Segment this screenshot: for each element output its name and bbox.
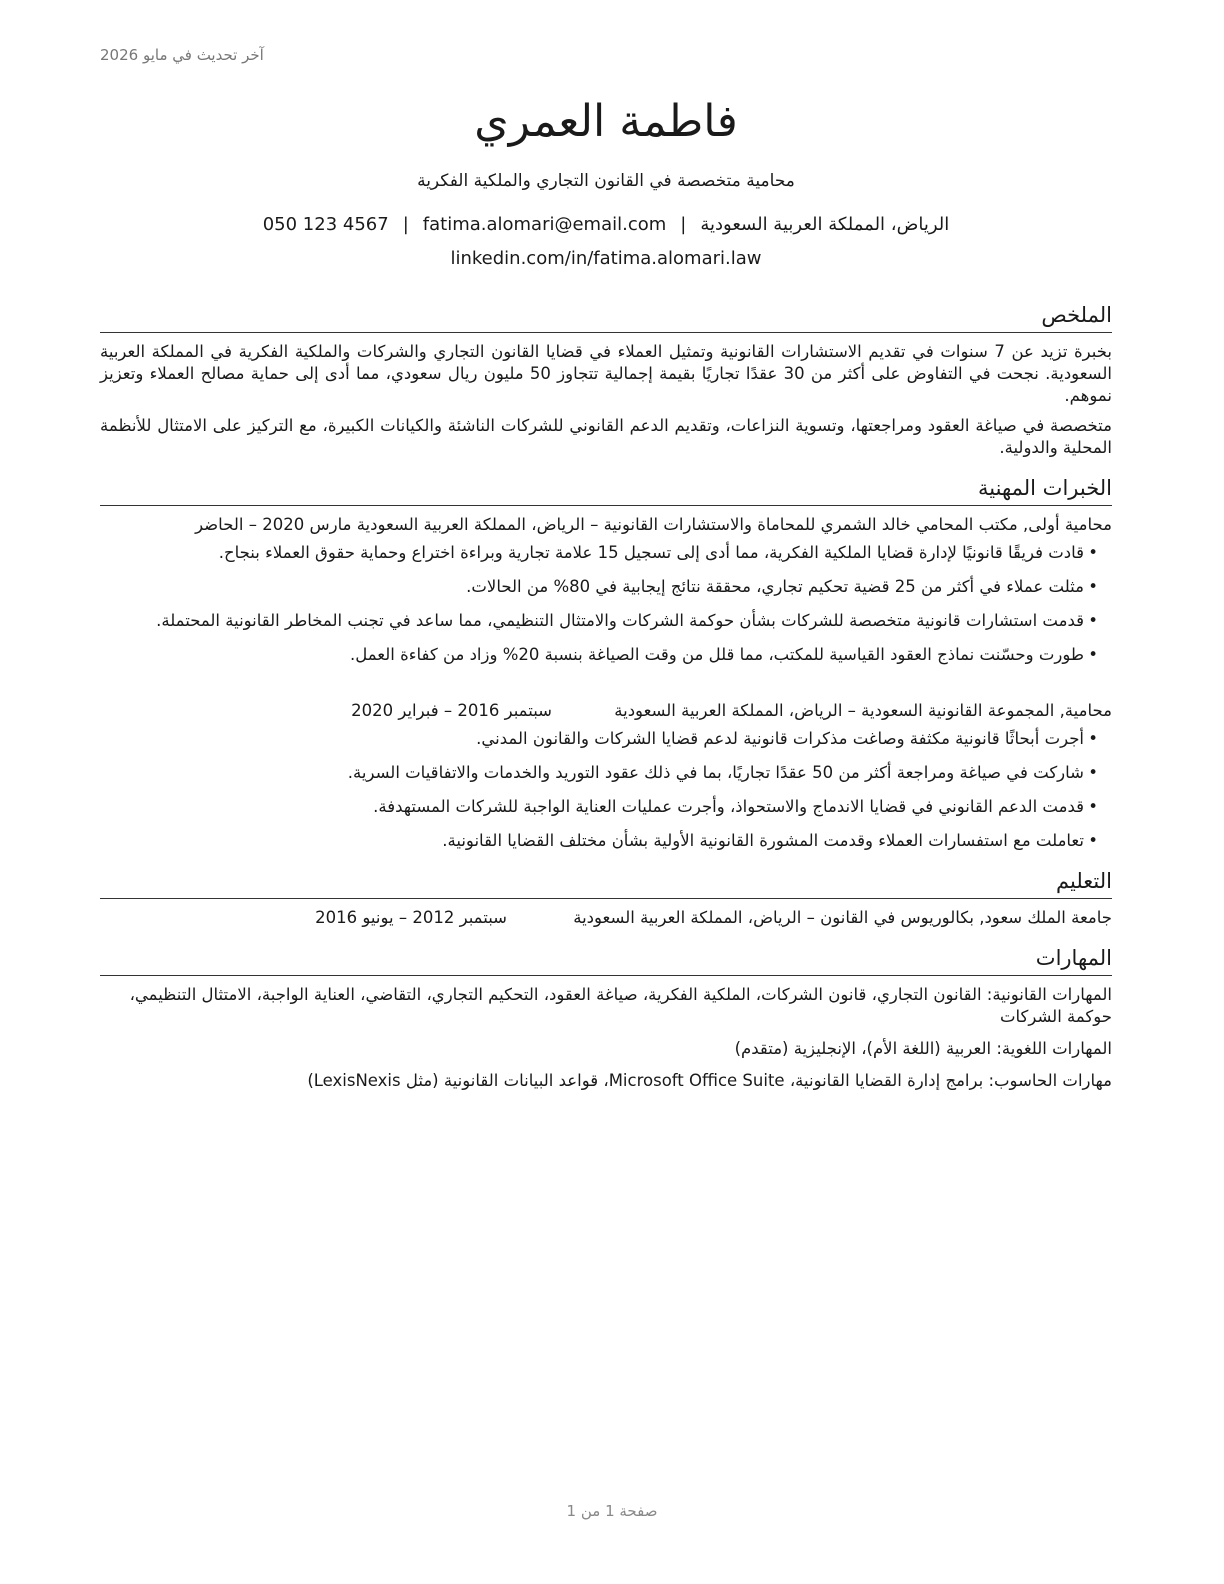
education-school: جامعة الملك سعود, بكالوريوس في القانون – الرياض، المملكة العربية السعودية [573,908,1112,927]
job-role: محامية أولى, مكتب المحامي خالد الشمري للمحاماة والاستشارات القانونية – الرياض، المملكة العربية السعودية مارس 2020 – الحاضر [195,515,1112,534]
list-item: • تعاملت مع استفسارات العملاء وقدمت المشورة القانونية الأولية بشأن مختلف القضايا القانونية. [118,830,1098,852]
candidate-name: فاطمة العمري [474,96,738,147]
skill-line: المهارات اللغوية: العربية (اللغة الأم)، الإنجليزية (متقدم) [734,1039,1112,1058]
section-heading-education: التعليم [100,866,1112,899]
list-item: • مثلت عملاء في أكثر من 25 قضية تحكيم تجاري، محققة نتائج إيجابية في 80% من الحالات. [118,576,1098,598]
job-header [100,700,1112,722]
job-header [100,514,1112,536]
education-dates: سبتمبر 2012 – يونيو 2016 [315,908,507,927]
contact-separator: | [402,214,409,235]
contact-info [100,208,1112,276]
skill-line: المهارات القانونية: القانون التجاري، قانون الشركات، الملكية الفكرية، صياغة العقود، التحكيم التجاري، التقاضي، العناية الواجبة، الامتثال التنظيمي، حوكمة الشركات [129,985,1112,1026]
last-updated-note: آخر تحديث في مايو 2026 [100,46,264,64]
list-item: • طورت وحسّنت نماذج العقود القياسية للمكتب، مما قلل من وقت الصياغة بنسبة 20% وزاد من كفاءة العمل. [118,644,1098,666]
contact-line-1 [100,208,1112,242]
list-item: • قدمت الدعم القانوني في قضايا الاندماج والاستحواذ، وأجرت عمليات العناية الواجبة للشركات المستهدفة. [118,796,1098,818]
contact-location: الرياض، المملكة العربية السعودية [700,214,950,235]
contact-line-2 [100,242,1112,276]
contact-separator: | [680,214,687,235]
job-bullets [118,542,1112,666]
job-role: محامية, المجموعة القانونية السعودية – الرياض، المملكة العربية السعودية [614,701,1112,720]
section-heading-skills: المهارات [100,943,1112,976]
contact-linkedin[interactable]: linkedin.com/in/fatima.alomari.law [450,248,762,269]
list-item: • أجرت أبحاثًا قانونية مكثفة وصاغت مذكرات قانونية لدعم قضايا الشركات والقانون المدني. [118,728,1098,750]
candidate-title: محامية متخصصة في القانون التجاري والملكية الفكرية [417,171,795,191]
resume-page [100,92,1112,1102]
education-entry [100,907,1112,929]
summary-paragraph: متخصصة في صياغة العقود ومراجعتها، وتسوية النزاعات، وتقديم الدعم القانوني للشركات الناشئة والكيانات الكبيرة، مع التركيز على الامتثال للأنظمة المحلية والدولية. [100,416,1112,457]
section-heading-experience: الخبرات المهنية [100,473,1112,506]
section-heading-summary: الملخص [100,300,1112,333]
job-dates: سبتمبر 2016 – فبراير 2020 [351,701,552,720]
job-dates: مارس 2020 – الحاضر [195,515,352,534]
list-item: • قادت فريقًا قانونيًا لإدارة قضايا الملكية الفكرية، مما أدى إلى تسجيل 15 علامة تجارية وبراءة اختراع وحماية حقوق العملاء بنجاح. [118,542,1098,564]
contact-email[interactable]: fatima.alomari@email.com [422,214,667,235]
contact-phone: 050 123 4567 [262,214,389,235]
skill-line: مهارات الحاسوب: برامج إدارة القضايا القانونية، Microsoft Office Suite، قواعد البيانات القانونية (مثل LexisNexis) [307,1071,1112,1090]
summary-paragraph: بخبرة تزيد عن 7 سنوات في تقديم الاستشارات القانونية وتمثيل العملاء في قضايا القانون التجاري والشركات والملكية الفكرية في المملكة العربية السعودية. نجحت في التفاوض على أكثر من 30 عقدًا تجاريًا بقيمة إجمالية تتجاوز 50 مليون ريال سعودي، مما أدى إلى حماية مصالح العملاء وتعزيز نموهم. [100,342,1112,405]
job-bullets [118,728,1112,852]
list-item: • شاركت في صياغة ومراجعة أكثر من 50 عقدًا تجاريًا، بما في ذلك عقود التوريد والخدمات والاتفاقيات السرية. [118,762,1098,784]
list-item: • قدمت استشارات قانونية متخصصة للشركات بشأن حوكمة الشركات والامتثال التنظيمي، مما ساعد في تجنب المخاطر القانونية المحتملة. [118,610,1098,632]
page-number: صفحة 1 من 1 [566,1502,658,1520]
